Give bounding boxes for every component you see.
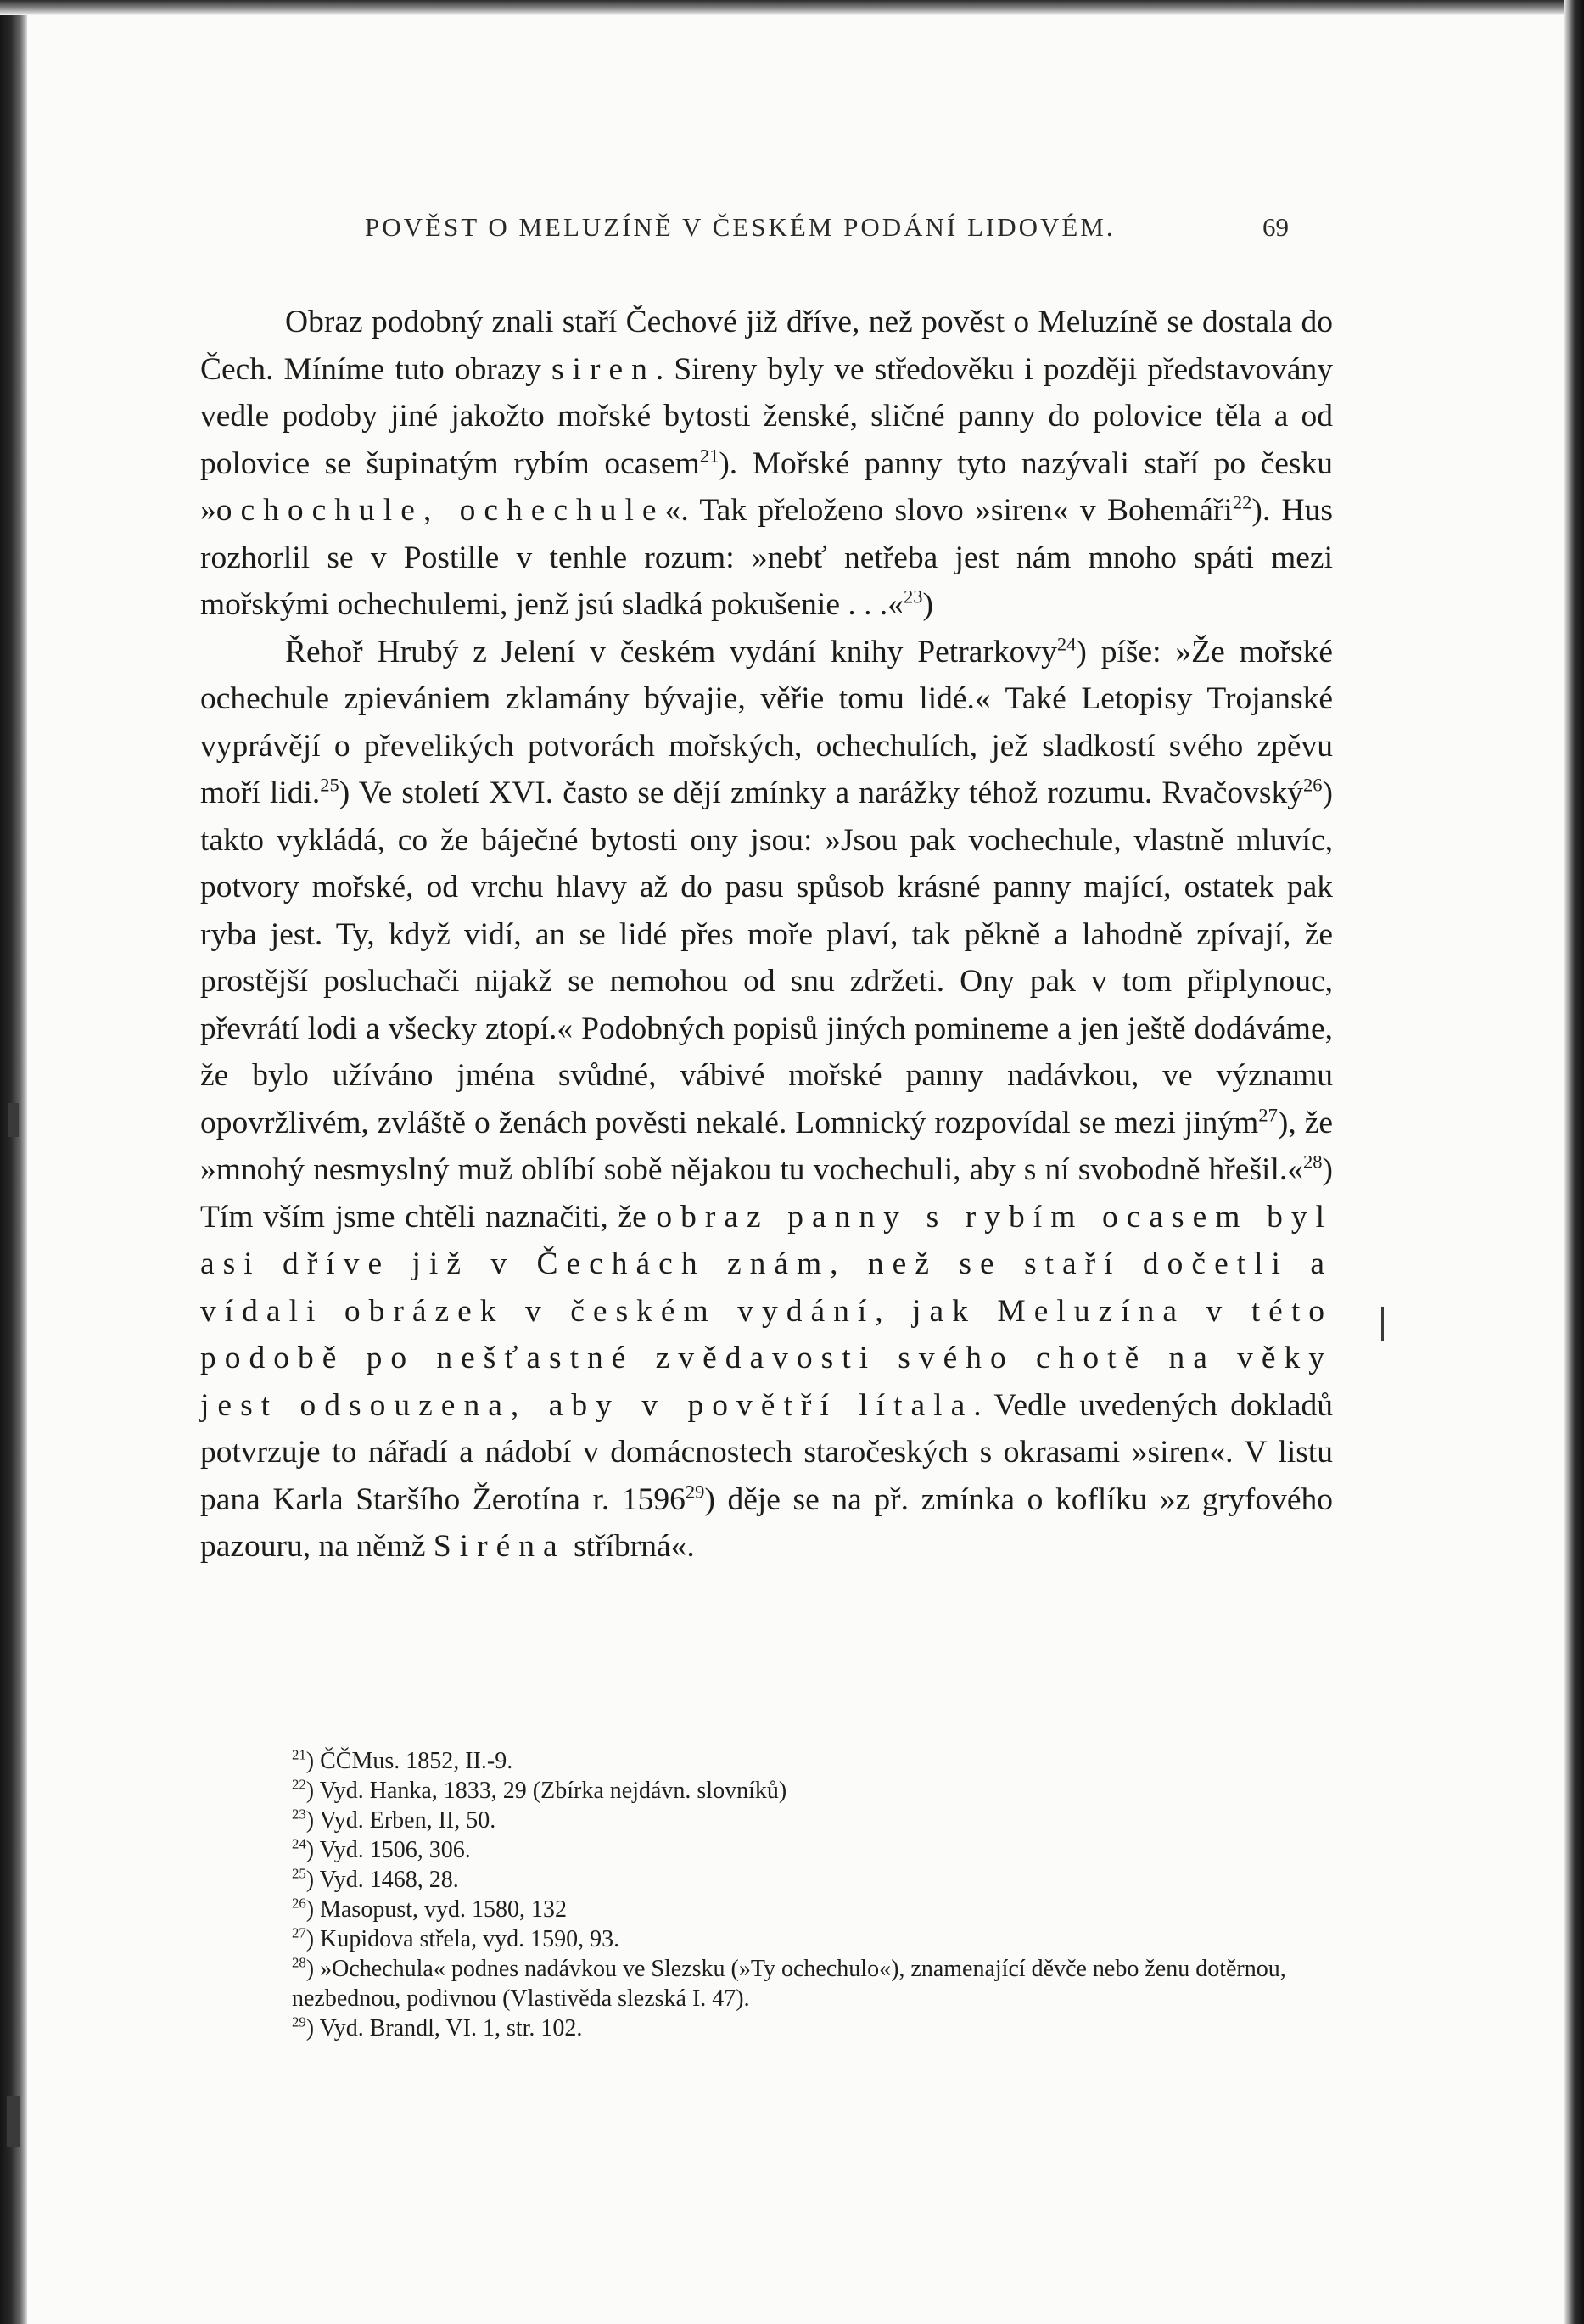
footnote-text: Masopust, vyd. 1580, 132 (320, 1896, 568, 1923)
text-run: stříbrná«. (565, 1529, 695, 1564)
spaced-phrase: obraz panny s rybím ocasem byl asi dříve již v Čechách znám, než se staří dočetli a vídali obrázek v českém vydání, jak Meluzína v této podobě po nešťastné zvědavosti svého chotě na věky jest odsouzena, aby v povětří lítala (200, 1199, 1334, 1423)
footnote: $^{26}$) Masopust, vyd. 1580, 132 (292, 1895, 568, 1923)
footnote-number: 21 (292, 1746, 306, 1763)
spaced-word: siren (551, 351, 656, 387)
text-run: Řehoř Hrubý z Jelení v českém vydání knihy Petrarkovy (285, 634, 1057, 669)
footnote-ref: 21 (699, 445, 719, 466)
footnote: $^{25}$) Vyd. 1468, 28. (292, 1865, 459, 1893)
footnote-ref: 29 (685, 1481, 705, 1502)
footnote: $^{23}$) Vyd. Erben, II, 50. (292, 1806, 496, 1834)
spaced-word: ochochule, ochechule (215, 493, 665, 528)
footnote-ref: 22 (1232, 491, 1252, 513)
scan-speck (8, 1103, 19, 1137)
text-run: ). Mořské panny tyto nazývali staří po česku » (200, 445, 1333, 528)
footnote-number: 22 (292, 1776, 306, 1793)
footnote-text: Vyd. 1506, 306. (319, 1837, 471, 1863)
footnote-number: 26 (292, 1895, 306, 1912)
footnote-ref: 26 (1302, 774, 1323, 796)
page-binding-shadow (0, 0, 27, 2324)
page-top-edge (0, 0, 1584, 15)
paragraph-2 (200, 629, 1333, 1571)
footnote-ref: 25 (320, 774, 339, 796)
footnote-number: 29 (292, 2013, 306, 2030)
footnote-number: 23 (292, 1806, 306, 1823)
footnote-text: ČČMus. 1852, II.-9. (320, 1748, 513, 1774)
footnote: $^{21}$) ČČMus. 1852, II.-9. (292, 1746, 513, 1774)
footnote-number: 24 (292, 1835, 306, 1852)
footnote-text: Vyd. Brandl, VI. 1, str. 102. (319, 2015, 583, 2041)
page-right-edge (1564, 0, 1584, 2324)
footnote: $^{28}$) »Ochechula« podnes nadávkou ve Slezsku (»Ty ochechulo«), znamenající děvče nebo ženu dotěrnou, nezbednou, podivnou (Vlastivěda slezská I. 47). (292, 1954, 1286, 2012)
text-run: Obraz podobný znali staří Čechové již dříve, než pověst o Meluzíně se dostala do Čech. Míníme tuto obrazy (200, 305, 1333, 387)
text-run: ) (922, 587, 933, 622)
footnote-number: 27 (292, 1924, 306, 1941)
footnote: $^{22}$) Vyd. Hanka, 1833, 29 (Zbírka nejdávn. slovníků) (292, 1776, 787, 1804)
footnote-text: Vyd. Hanka, 1833, 29 (Zbírka nejdávn. slovníků) (319, 1778, 787, 1804)
footnote-ref: 28 (1303, 1151, 1323, 1173)
footnote-ref: 23 (904, 585, 923, 608)
paragraph-1 (200, 299, 1333, 629)
text-run: ) píše: »Že mořské ochechule zpievániem zklamány bývajie, věřie tomu lidé.« Také Letopisy Trojanské vyprávějí o převelikých potvorách mořských, ochechulích, jež sladkostí svého zpěvu moří lidi. (200, 634, 1333, 810)
footnote-ref: 27 (1258, 1104, 1278, 1125)
spaced-word: Siréna (433, 1529, 566, 1564)
footnote-text: Vyd. Erben, II, 50. (319, 1807, 496, 1834)
text-run: . Sireny byly ve středověku i později představovány vedle podoby jiné jakožto mořské bytosti ženské, sličné panny do polovice těla a od polovice se šupinatým rybím ocasem (200, 351, 1333, 481)
text-run: ). Hus rozhorlil se v Postille v tenhle rozum: »nebť netřeba jest nám mnoho spáti mezi mořskými ochechulemi, jenž jsú sladká pokušenie . . .« (200, 493, 1333, 622)
main-text (200, 299, 1333, 1571)
footnote: $^{24}$) Vyd. 1506, 306. (292, 1835, 471, 1863)
footnote-text: »Ochechula« podnes nadávkou ve Slezsku (»Ty ochechulo«), znamenající děvče nebo ženu dotěrnou, nezbednou, podivnou (Vlastivěda slezská I. 47). (292, 1956, 1286, 2012)
text-run: ), že »mnohý nesmyslný muž oblíbí sobě nějakou tu vochechuli, aby s ní svobodně hřešil.« (200, 1105, 1333, 1187)
footnote: $^{27}$) Kupidova střela, vyd. 1590, 93. (292, 1924, 620, 1952)
page-number: 69 (1262, 212, 1289, 242)
footnote-number: 28 (292, 1954, 306, 1971)
footnote: $^{29}$) Vyd. Brandl, VI. 1, str. 102. (292, 2013, 583, 2041)
footnote-text: Vyd. 1468, 28. (319, 1867, 459, 1893)
text-run: . Vedle uvedených dokladů potvrzuje to nářadí a nádobí v domácnostech staročeských s okrasami »siren«. V listu pana Karla Staršího Žerotína r. 1596 (200, 1387, 1333, 1517)
running-head: POVĚST O MELUZÍNĚ V ČESKÉM PODÁNÍ LIDOVÉM. (365, 212, 1116, 242)
footnotes (200, 1746, 1333, 2043)
footnote-ref: 24 (1056, 633, 1077, 654)
scan-speck (7, 2096, 20, 2147)
footnote-text: Kupidova střela, vyd. 1590, 93. (320, 1926, 620, 1952)
text-run: ) takto vykládá, co že báječné bytosti ony jsou: »Jsou pak vochechule, vlastně mluvíc, potvory mořské, od vrchu hlavy až do pasu spůsob krásné panny mající, ostatek pak ryba jest. Ty, když vidí, an se lidé přes moře plaví, tak pěkně a lahodně zpívají, že prostější posluchači nijakž se nemohou od snu zdržeti. Ony pak v tom připlynouc, převrátí lodi a všecky ztopí.« Podobných popisů jiných pomineme a jen ještě dodáváme, že bylo užíváno jména svůdné, vábivé mořské panny nadávkou, ve významu opovržlivém, zvláště o ženách pověsti nekalé. Lomnický rozpovídal se mezi jiným (200, 776, 1333, 1140)
text-run: ) Tím vším jsme chtěli naznačiti, že (200, 1152, 1333, 1235)
text-run: ) Ve století XVI. často se dějí zmínky a narážky téhož rozumu. Rvačovský (339, 776, 1303, 810)
footnote-number: 25 (292, 1865, 306, 1882)
scan-speck (1381, 1307, 1384, 1341)
text-run: «. Tak přeloženo slovo »siren« v Bohemáři (664, 493, 1233, 528)
text-run: ) děje se na př. zmínka o koflíku »z gryfového pazouru, na němž (200, 1481, 1333, 1564)
